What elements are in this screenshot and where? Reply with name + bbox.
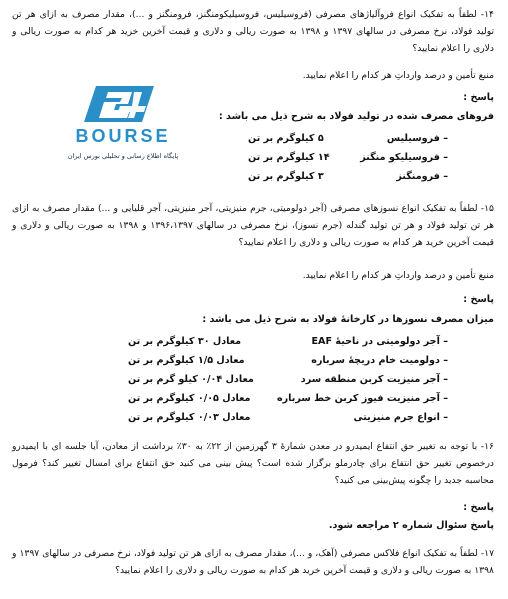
q15-item	[128, 336, 448, 352]
q15-item	[128, 393, 448, 409]
q14-answer-intro: فروهای مصرف شده در تولید فولاد به شرح ذیل می باشد :	[218, 111, 494, 122]
question-15: ۱۵- لطفاً به تفکیک انواع نسوزهای مصرفی (آجر دولومیتی، جرم منیزیتی، آجر منیزیتی، آجر قلیایی و ...) مقدار مصرف به ازای هر تن تولید فولاد و هر تن تولید گندله (جرم نسوز)، نرخ مصرفی در سالهای ۱۳۹۶،۱۳۹۷ و ۱۳۹۸ به صورت ریالی و دلاری و قیمت آخرین خرید هر کدام به صورت ریالی و دلاری را اعلام نمایید؟	[12, 203, 494, 248]
q15-item-value: معادل ۱/۵ کیلوگرم بر تن	[128, 355, 245, 366]
q15-item	[128, 412, 448, 428]
q16-answer-label: پاسخ :	[463, 502, 494, 513]
q15-item	[128, 355, 448, 371]
q14-item-value: ۳ کیلوگرم بر تن	[248, 171, 324, 182]
q15-item-value: معادل ۳۰ کیلوگرم بر تن	[128, 336, 242, 347]
q15-answer-label: پاسخ :	[463, 294, 494, 305]
q14-item	[248, 152, 448, 168]
q15-item-value: معادل ۰/۰۴ کیلو گرم بر تن	[128, 374, 254, 385]
q14-item-value: ۵ کیلوگرم بر تن	[248, 133, 324, 144]
q14-item-name: – فروسیلیکو منگنز	[360, 152, 448, 163]
q15-item-name: – انواع جرم منیزیتی	[353, 412, 448, 423]
q15-item-name: – دولومیت خام دریچهٔ سرباره	[311, 355, 448, 366]
q15-item	[128, 374, 448, 390]
q14-item-name: – فروسیلیس	[386, 133, 448, 144]
q14-answer-label: پاسخ :	[463, 92, 494, 103]
q14-item-name: – فرومنگنز	[396, 171, 448, 182]
q15-item-value: معادل ۰/۰۳ کیلوگرم بر تن	[128, 412, 251, 423]
q14-item	[248, 171, 448, 187]
bourse-logo	[48, 78, 198, 170]
q15-source-note: منبع تأمین و درصد وارداتِ هر کدام را اعلام نمایید.	[302, 270, 494, 281]
logo-caption: پایگاه اطلاع رسانی و تحلیلی بورس ایران	[67, 152, 179, 160]
question-17: ۱۷- لطفاً به تفکیک انواع فلاکس مصرفی (آهک، و ...)، مقدار مصرف به ازای هر تن تولید فولاد، نرخ مصرفی در سالهای ۱۳۹۷ و ۱۳۹۸ به صورت ریالی و دلاری و قیمت آخرین خرید هر کدام به صورت ریالی و دلاری را اعلام نمایید؟	[12, 548, 495, 576]
q15-item-name: – آجر منیزیت کربن منطقه سرد	[300, 374, 448, 385]
logo-brand-text: BOURSE	[75, 126, 171, 146]
bourse-logo-mark	[48, 78, 198, 170]
question-16: ۱۶- با توجه به تغییر حق انتفاع ایمیدرو در معدن شمارهٔ ۳ گهرزمین از ۲۲٪ به ۳۰٪ برداشت از معادن، آیا جلسه ای با ایمیدرو درخصوص تغییر حق انتفاع برای چادرملو برگزار شده است؟ پیش بینی می کنید حق انتفاع برای امسال تغییر کند؟ فرمول محاسبه جدید را چگونه پیش‌بینی می کنید؟	[12, 441, 494, 486]
q15-item-name: – آجر دولومیتی در ناحیهٔ EAF	[311, 336, 448, 347]
q15-item-name: – آجر منیزیت فیوز کربن خط سرباره	[276, 393, 448, 404]
q14-item-value: ۱۴ کیلوگرم بر تن	[248, 152, 330, 163]
question-14: ۱۴- لطفاً به تفکیک انواع فروآلیاژهای مصرفی (فروسیلیس، فروسیلیکومنگنز، فرومنگنز و ...)، مقدار مصرف به ازای هر تن تولید فولاد، نرخ مصرفی در سالهای ۱۳۹۷ و ۱۳۹۸ به صورت ریالی و دلاری و قیمت آخرین خرید هر کدام به صورت ریالی و دلاری را اعلام نمایید؟	[12, 9, 494, 54]
q16-answer: پاسخ سئوال شماره ۲ مراجعه شود.	[328, 520, 494, 531]
q14-item	[248, 133, 448, 149]
q14-source-note: منبع تأمین و درصد وارداتِ هر کدام را اعلام نمایید.	[302, 70, 494, 81]
q15-answer-intro: میزان مصرف نسوزها در کارخانهٔ فولاد به شرح ذیل می باشد :	[202, 314, 494, 325]
q15-item-value: معادل ۰/۰۵ کیلوگرم بر تن	[128, 393, 251, 404]
